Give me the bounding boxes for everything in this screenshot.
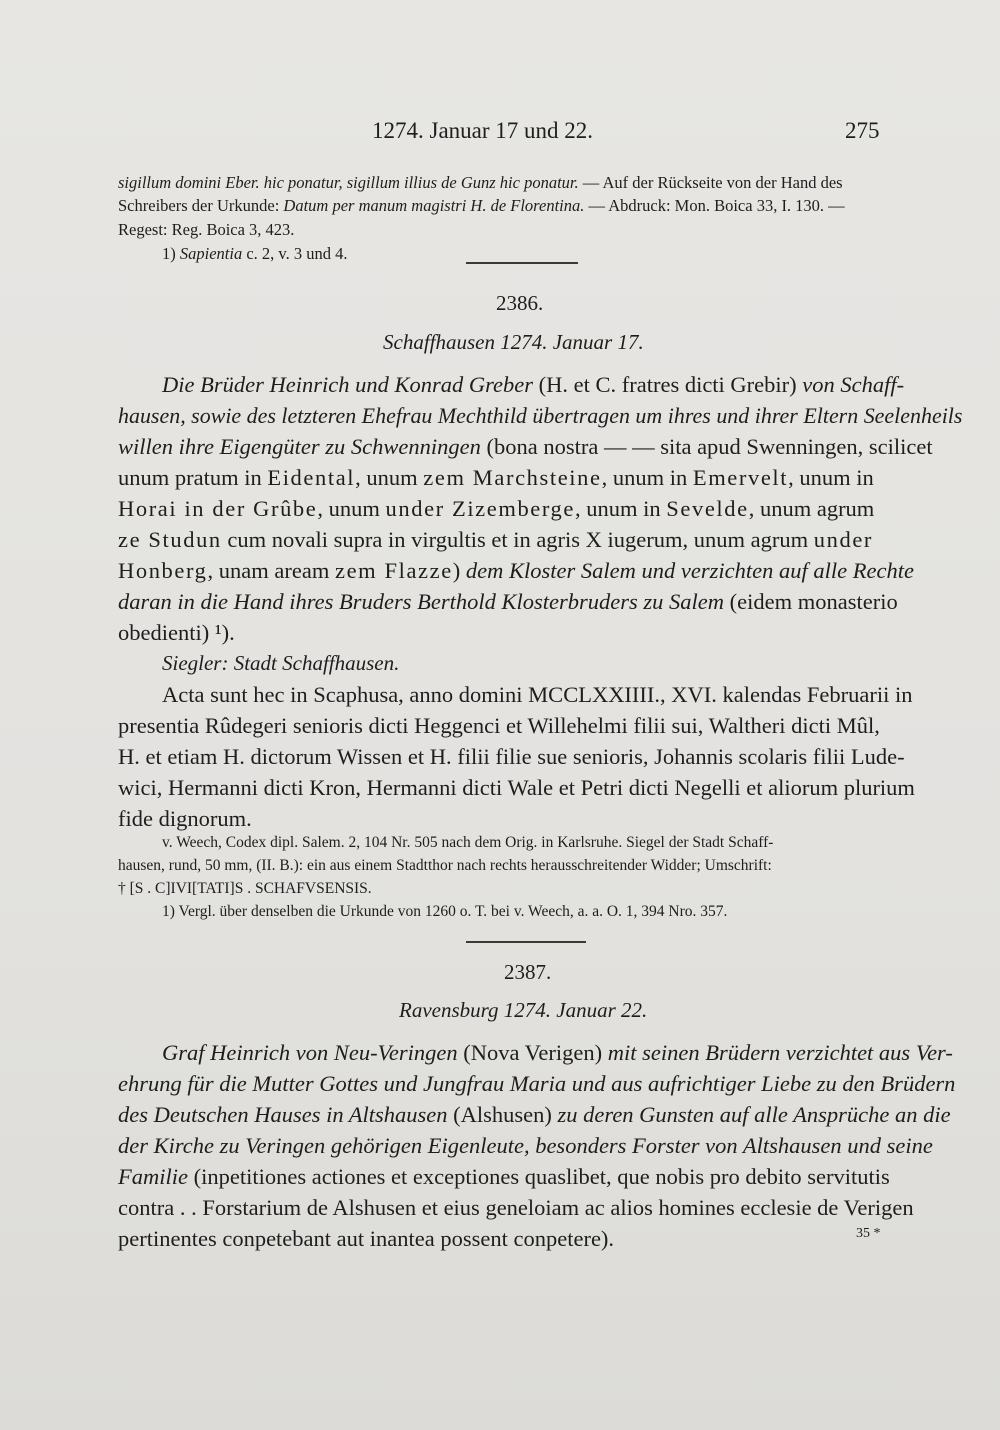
- r7-d: ): [452, 558, 466, 583]
- prev-line-1: [118, 173, 843, 193]
- signature-mark: 35 *: [856, 1226, 881, 1241]
- r1-b: (H. et C. fratres dicti Grebir): [533, 372, 803, 397]
- r6-b: cum novali supra in virgultis et in agris X iugerum, unum agrum: [221, 527, 814, 552]
- regest-2386-line-3: [118, 434, 933, 460]
- r7-c: zem Flazze: [334, 558, 453, 583]
- r4-b: Eidental: [267, 465, 356, 490]
- r7-b: , unam aream: [207, 558, 335, 583]
- text-2386-line-2: presentia Rûdegeri senioris dicti Heggenci et Willehelmi filii sui, Waltheri dicti Mûl,: [118, 713, 880, 738]
- r4-e: , unum in: [601, 465, 693, 490]
- r4-c: , unum: [355, 465, 424, 490]
- text-2386-line-3: H. et etiam H. dictorum Wissen et H. filii filie sue senioris, Johannis scolaris filii Lude-: [118, 744, 905, 769]
- regest-2386-line-7: [118, 558, 914, 584]
- separator-rule-1: [466, 262, 578, 264]
- entry-number-2387: 2387.: [504, 960, 552, 984]
- regest-2386-line-8: [118, 589, 898, 615]
- prev-line-1-roman: — Auf der Rückseite von der Hand des: [578, 173, 843, 192]
- note-2386-line-1: v. Weech, Codex dipl. Salem. 2, 104 Nr. 505 nach dem Orig. in Karlsruhe. Siegel der Stadt Schaff-: [162, 834, 774, 851]
- prev-footnote-a: 1): [162, 244, 180, 263]
- r5-d: , unum in: [575, 496, 667, 521]
- regest-2386-line-2: hausen, sowie des letzteren Ehefrau Mechthild übertragen um ihres und ihrer Eltern Seelenheils: [118, 403, 963, 428]
- regest-2387-line-3: [118, 1102, 951, 1128]
- s1-c: mit seinen Brüdern verzichtet aus Ver-: [607, 1040, 953, 1065]
- prev-line-2-c: — Abdruck: Mon. Boica 33, I. 130. —: [584, 196, 845, 215]
- prev-line-2: [118, 196, 845, 216]
- s5-b: (inpetitiones actiones et exceptiones quaslibet, que nobis pro debito servitutis: [187, 1164, 890, 1189]
- s5-a: Familie: [118, 1164, 188, 1189]
- prev-footnote: [162, 244, 347, 264]
- r8-b: (eidem monasterio: [724, 589, 898, 614]
- r6-a: ze Studun: [118, 527, 222, 552]
- r4-g: , unum in: [788, 465, 874, 490]
- s3-b: (Alshusen): [447, 1102, 558, 1127]
- regest-2387-line-1: [162, 1040, 953, 1066]
- place-date-2387: Ravensburg 1274. Januar 22.: [399, 998, 648, 1022]
- footnote-2386: 1) Vergl. über denselben die Urkunde von 1260 o. T. bei v. Weech, a. a. O. 1, 394 Nro. 357.: [162, 903, 728, 920]
- r5-e: Sevelde: [666, 496, 749, 521]
- regest-2387-line-5: [118, 1164, 890, 1190]
- r7-a: Honberg: [118, 558, 208, 583]
- regest-2387-line-7: pertinentes conpetebant aut inantea possent conpetere).: [118, 1226, 615, 1251]
- prev-line-1-italic: sigillum domini Eber. hic ponatur, sigillum illius de Gunz hic ponatur.: [118, 173, 579, 192]
- prev-footnote-italic: Sapientia: [179, 244, 243, 263]
- text-2386-line-1: Acta sunt hec in Scaphusa, anno domini MCCLXXIIII., XVI. kalendas Februarii in: [162, 682, 913, 707]
- s1-b: (Nova Verigen): [457, 1040, 608, 1065]
- s3-a: des Deutschen Hauses in Altshausen: [118, 1102, 448, 1127]
- note-2386-line-3: † [S . C]IVI[TATI]S . SCHAFVSENSIS.: [118, 880, 372, 897]
- note-2386-line-2: hausen, rund, 50 mm, (II. B.): ein aus einem Stadtthor nach rechts herausschreitender Widder; Umschrift:: [118, 857, 772, 874]
- text-2386-line-5: fide dignorum.: [118, 806, 252, 831]
- entry-number-2386: 2386.: [496, 291, 544, 315]
- text-2386-line-4: wici, Hermanni dicti Kron, Hermanni dicti Wale et Petri dicti Negelli et aliorum plurium: [118, 775, 915, 800]
- r5-b: , unum: [317, 496, 386, 521]
- s1-a: Graf Heinrich von Neu-Veringen: [162, 1040, 458, 1065]
- place-date-2386: Schaffhausen 1274. Januar 17.: [383, 330, 644, 354]
- r4-a: unum pratum in: [118, 465, 268, 490]
- r1-c: von Schaff-: [802, 372, 905, 397]
- regest-2386-line-4: [118, 465, 874, 491]
- regest-2386-line-5: [118, 496, 874, 522]
- r3-b: (bona nostra — — sita apud Swenningen, scilicet: [480, 434, 933, 459]
- r4-f: Emervelt: [692, 465, 789, 490]
- sealer-2386: Siegler: Stadt Schaffhausen.: [162, 651, 400, 675]
- s3-c: zu deren Gunsten auf alle Ansprüche an die: [557, 1102, 951, 1127]
- prev-line-3: Regest: Reg. Boica 3, 423.: [118, 220, 295, 239]
- r4-d: zem Marchsteine: [423, 465, 602, 490]
- page-number: 275: [845, 118, 880, 143]
- regest-2387-line-6: contra . . Forstarium de Alshusen et eius geneloiam ac alios homines ecclesie de Verigen: [118, 1195, 914, 1220]
- r3-a: willen ihre Eigengüter zu Schwenningen: [118, 434, 481, 459]
- r5-f: , unum agrum: [748, 496, 875, 521]
- regest-2386-line-6: [118, 527, 873, 553]
- running-title: 1274. Januar 17 und 22.: [372, 118, 594, 143]
- r5-a: Horai in der Grûbe: [118, 496, 318, 521]
- regest-2387-line-2: ehrung für die Mutter Gottes und Jungfrau Maria und aus aufrichtiger Liebe zu den Brüdern: [118, 1071, 956, 1096]
- separator-rule-2: [466, 941, 586, 943]
- regest-2386-line-9: obedienti) ¹).: [118, 620, 235, 645]
- prev-line-2-italic: Datum per manum magistri H. de Florentina.: [283, 196, 585, 215]
- r1-a: Die Brüder Heinrich und Konrad Greber: [162, 372, 533, 397]
- r6-c: under: [813, 527, 873, 552]
- prev-line-2-a: Schreibers der Urkunde:: [118, 196, 284, 215]
- r8-a: daran in die Hand ihres Bruders Berthold Klosterbruders zu Salem: [118, 589, 725, 614]
- r7-e: dem Kloster Salem und verzichten auf alle Rechte: [465, 558, 914, 583]
- regest-2387-line-4: der Kirche zu Veringen gehörigen Eigenleute, besonders Forster von Altshausen und seine: [118, 1133, 933, 1158]
- r5-c: under Zizemberge: [385, 496, 575, 521]
- regest-2386-line-1: [162, 372, 904, 398]
- prev-footnote-c: c. 2, v. 3 und 4.: [242, 244, 348, 263]
